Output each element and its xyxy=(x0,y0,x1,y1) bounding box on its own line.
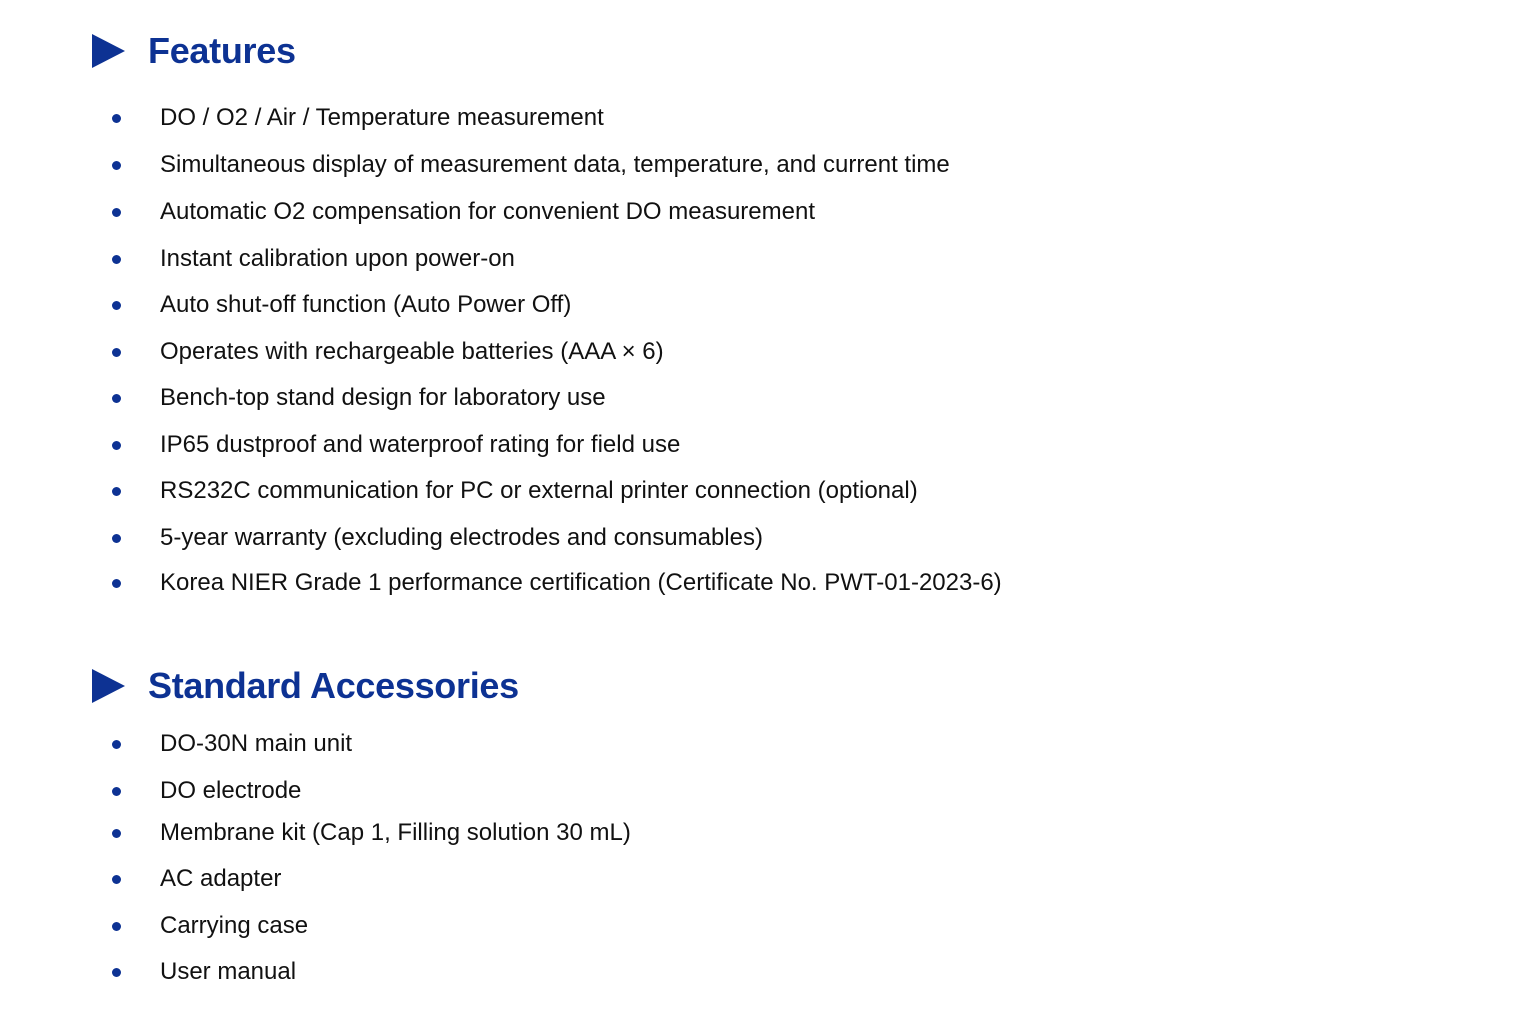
accessories-heading xyxy=(92,664,519,708)
play-triangle-icon xyxy=(92,669,125,703)
accessories-title: Standard Accessories xyxy=(148,665,519,706)
bullet-icon xyxy=(112,579,121,588)
features-title: Features xyxy=(148,30,296,71)
bullet-icon xyxy=(112,255,121,264)
bullet-icon xyxy=(112,114,121,123)
bullet-icon xyxy=(112,875,121,884)
bullet-icon xyxy=(112,534,121,543)
features-heading xyxy=(92,29,296,73)
bullet-icon xyxy=(112,394,121,403)
bullet-icon xyxy=(112,740,121,749)
bullet-icon xyxy=(112,787,121,796)
bullet-icon xyxy=(112,208,121,217)
bullet-icon xyxy=(112,829,121,838)
bullet-icon xyxy=(112,348,121,357)
bullet-icon xyxy=(112,161,121,170)
bullet-icon xyxy=(112,968,121,977)
bullet-icon xyxy=(112,441,121,450)
bullet-icon xyxy=(112,922,121,931)
play-triangle-icon xyxy=(92,34,125,68)
bullet-icon xyxy=(112,301,121,310)
bullet-icon xyxy=(112,487,121,496)
